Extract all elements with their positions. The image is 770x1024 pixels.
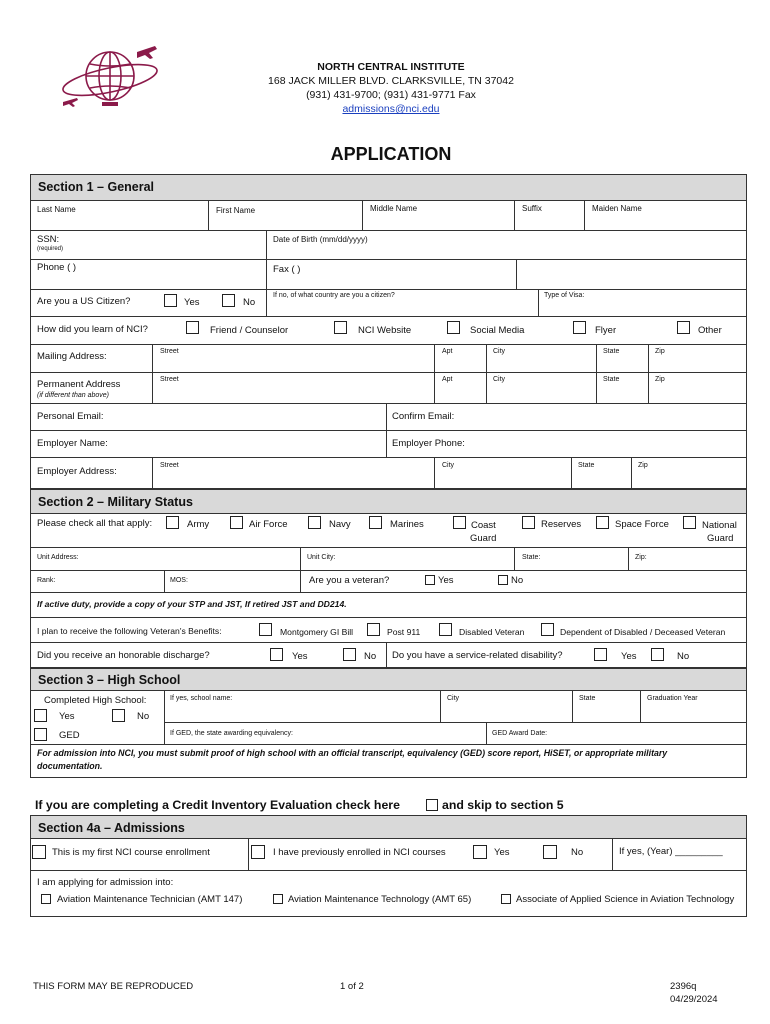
permanent-address-label: Permanent Address xyxy=(37,379,121,390)
other-label: Other xyxy=(698,325,722,336)
hs-yes-label: Yes xyxy=(59,711,75,722)
space-force-checkbox[interactable] xyxy=(596,516,609,529)
mailing-state-field[interactable]: State xyxy=(603,348,620,355)
honorable-discharge-label: Did you receive an honorable discharge? xyxy=(37,650,210,661)
phone-field[interactable]: Phone ( ) xyxy=(37,262,77,273)
air-force-label: Air Force xyxy=(249,519,288,530)
first-name-field[interactable]: First Name xyxy=(216,206,256,215)
permanent-apt-field[interactable]: Apt xyxy=(442,376,453,383)
middle-name-field[interactable]: Middle Name xyxy=(370,204,418,213)
flyer-checkbox[interactable] xyxy=(573,321,586,334)
footer-form-code: 2396q xyxy=(670,981,697,992)
unit-state-field[interactable]: State: xyxy=(522,554,541,561)
amt65-checkbox[interactable] xyxy=(273,894,283,904)
section1-header xyxy=(30,174,747,201)
section2-title: Section 2 – Military Status xyxy=(38,495,193,509)
active-duty-note: If active duty, provide a copy of your STP and JST, If retired JST and DD214. xyxy=(37,599,347,609)
veteran-no-label: No xyxy=(511,575,524,586)
permanent-address-note: (if different than above) xyxy=(37,392,109,399)
check-all-label: Please check all that apply: xyxy=(37,518,153,529)
first-enrollment-checkbox[interactable] xyxy=(32,845,46,859)
reserves-label: Reserves xyxy=(541,519,582,530)
section3-title: Section 3 – High School xyxy=(38,673,181,687)
mailing-city-field[interactable]: City xyxy=(493,348,506,355)
social-media-label: Social Media xyxy=(470,325,525,336)
nci-website-label: NCI Website xyxy=(358,325,412,336)
institute-email-link[interactable]: admissions@nci.edu xyxy=(342,103,440,115)
coast-guard-checkbox[interactable] xyxy=(453,516,466,529)
fax-field[interactable]: Fax ( ) xyxy=(273,264,301,275)
personal-email-field[interactable]: Personal Email: xyxy=(37,411,104,422)
unit-address-field[interactable]: Unit Address: xyxy=(37,554,79,561)
credit-inventory-skip-text: and skip to section 5 xyxy=(442,798,564,812)
ged-label: GED xyxy=(59,730,80,741)
national-guard-checkbox[interactable] xyxy=(683,516,696,529)
learn-of-nci-label: How did you learn of NCI? xyxy=(37,324,148,335)
institute-address: 168 JACK MILLER BLVD. CLARKSVILLE, TN 37042 xyxy=(268,75,514,87)
suffix-field[interactable]: Suffix xyxy=(522,204,542,213)
ged-date-field[interactable]: GED Award Date: xyxy=(492,730,548,737)
section3-header xyxy=(30,668,747,691)
us-citizen-yes-checkbox[interactable] xyxy=(164,294,177,307)
navy-label: Navy xyxy=(329,519,351,530)
honorable-yes-label: Yes xyxy=(292,651,308,662)
army-checkbox[interactable] xyxy=(166,516,179,529)
hs-yes-checkbox[interactable] xyxy=(34,709,47,722)
disabled-veteran-checkbox[interactable] xyxy=(439,623,452,636)
amt147-label: Aviation Maintenance Technician (AMT 147) xyxy=(57,894,243,905)
disabled-veteran-label: Disabled Veteran xyxy=(459,627,525,637)
confirm-email-field[interactable]: Confirm Email: xyxy=(392,411,455,422)
mailing-street-field[interactable]: Street xyxy=(160,348,179,355)
institute-name: NORTH CENTRAL INSTITUTE xyxy=(317,61,465,73)
post-911-checkbox[interactable] xyxy=(367,623,380,636)
aas-label: Associate of Applied Science in Aviation Technology xyxy=(516,894,735,905)
disability-yes-checkbox[interactable] xyxy=(594,648,607,661)
last-name-field[interactable]: Last Name xyxy=(37,205,76,214)
permanent-state-field[interactable]: State xyxy=(603,376,620,383)
service-disability-label: Do you have a service-related disability? xyxy=(392,650,563,661)
footer-reproduced: THIS FORM MAY BE REPRODUCED xyxy=(33,981,194,992)
previous-no-checkbox[interactable] xyxy=(543,845,557,859)
school-name-field[interactable]: If yes, school name: xyxy=(170,695,233,702)
permanent-street-field[interactable]: Street xyxy=(160,376,179,383)
navy-checkbox[interactable] xyxy=(308,516,321,529)
benefits-label: I plan to receive the following Veteran's Benefits: xyxy=(37,626,222,636)
footer-revision-date: 04/29/2024 xyxy=(670,994,718,1005)
employer-state-field[interactable]: State xyxy=(578,462,595,469)
us-citizen-no-checkbox[interactable] xyxy=(222,294,235,307)
amt147-checkbox[interactable] xyxy=(41,894,51,904)
dependent-label: Dependent of Disabled / Deceased Veteran xyxy=(560,627,726,637)
footer-page-number: 1 of 2 xyxy=(340,981,364,992)
maiden-name-field[interactable]: Maiden Name xyxy=(592,204,642,213)
mos-field[interactable]: MOS: xyxy=(170,577,188,584)
disability-no-checkbox[interactable] xyxy=(651,648,664,661)
credit-inventory-checkbox[interactable] xyxy=(426,799,438,811)
employer-street-field[interactable]: Street xyxy=(160,462,179,469)
hs-proof-note-2: documentation. xyxy=(37,761,103,771)
mailing-apt-field[interactable]: Apt xyxy=(442,348,453,355)
unit-city-field[interactable]: Unit City: xyxy=(307,554,336,561)
mailing-zip-field[interactable]: Zip xyxy=(655,348,665,355)
marines-label: Marines xyxy=(390,519,424,530)
marines-checkbox[interactable] xyxy=(369,516,382,529)
ged-checkbox[interactable] xyxy=(34,728,47,741)
friend-counselor-label: Friend / Counselor xyxy=(210,325,289,336)
section4a-header xyxy=(30,815,747,839)
reserves-checkbox[interactable] xyxy=(522,516,535,529)
post-911-label: Post 911 xyxy=(387,627,421,637)
ssn-field[interactable]: SSN: xyxy=(37,234,60,245)
national-label: National xyxy=(702,520,737,531)
other-checkbox[interactable] xyxy=(677,321,690,334)
hs-proof-note: For admission into NCI, you must submit proof of high school with an official transcript, equivalency (GED) score report, HiSET, or appropriate military xyxy=(37,748,668,758)
space-force-label: Space Force xyxy=(615,519,669,530)
section1-title: Section 1 – General xyxy=(38,180,155,194)
first-enrollment-label: This is my first NCI course enrollment xyxy=(52,847,210,858)
previous-yes-label: Yes xyxy=(494,847,510,858)
institute-phones: (931) 431-9700; (931) 431-9771 Fax xyxy=(306,89,476,101)
completed-hs-label: Completed High School: xyxy=(44,695,147,706)
rank-field[interactable]: Rank: xyxy=(37,577,56,584)
applying-label: I am applying for admission into: xyxy=(37,877,174,888)
graduation-year-field[interactable]: Graduation Year xyxy=(647,695,698,702)
employer-phone-field[interactable]: Employer Phone: xyxy=(392,438,465,449)
veteran-label: Are you a veteran? xyxy=(309,575,390,586)
army-label: Army xyxy=(187,519,210,530)
us-citizen-yes-label: Yes xyxy=(184,297,200,308)
permanent-city-field[interactable]: City xyxy=(493,376,506,383)
mailing-address-label: Mailing Address: xyxy=(37,351,107,362)
montgomery-gi-label: Montgomery GI Bill xyxy=(280,627,354,637)
section4a-title: Section 4a – Admissions xyxy=(38,821,185,835)
page-title: APPLICATION xyxy=(330,144,452,164)
air-force-checkbox[interactable] xyxy=(230,516,243,529)
honorable-no-label: No xyxy=(364,651,377,662)
dob-field[interactable]: Date of Birth (mm/dd/yyyy) xyxy=(273,235,368,244)
hs-state-field[interactable]: State xyxy=(579,695,596,702)
employer-zip-field[interactable]: Zip xyxy=(638,462,648,469)
previous-yes-checkbox[interactable] xyxy=(473,845,487,859)
disability-no-label: No xyxy=(677,651,690,662)
citizen-country-field[interactable]: If no, of what country are you a citizen? xyxy=(273,292,395,299)
section2-frame xyxy=(30,513,747,668)
montgomery-gi-checkbox[interactable] xyxy=(259,623,272,636)
aas-checkbox[interactable] xyxy=(501,894,511,904)
employer-name-field[interactable]: Employer Name: xyxy=(37,438,108,449)
veteran-yes-label: Yes xyxy=(438,575,454,586)
veteran-yes-checkbox[interactable] xyxy=(425,575,435,585)
enrollment-year-field[interactable]: If yes, (Year) _________ xyxy=(619,846,723,857)
social-media-checkbox[interactable] xyxy=(447,321,460,334)
previous-enrollment-checkbox[interactable] xyxy=(251,845,265,859)
amt65-label: Aviation Maintenance Technology (AMT 65) xyxy=(288,894,472,905)
section2-header xyxy=(30,489,747,514)
visa-type-field[interactable]: Type of Visa: xyxy=(544,292,585,299)
coast-guard-label: Guard xyxy=(470,533,497,544)
employer-address-label: Employer Address: xyxy=(37,466,117,477)
us-citizen-no-label: No xyxy=(243,297,256,308)
veteran-no-checkbox[interactable] xyxy=(498,575,508,585)
honorable-no-checkbox[interactable] xyxy=(343,648,356,661)
hs-no-checkbox[interactable] xyxy=(112,709,125,722)
friend-counselor-checkbox[interactable] xyxy=(186,321,199,334)
previous-enrollment-label: I have previously enrolled in NCI courses xyxy=(273,847,446,858)
unit-zip-field[interactable]: Zip: xyxy=(635,554,647,561)
permanent-zip-field[interactable]: Zip xyxy=(655,376,665,383)
coast-label: Coast xyxy=(471,520,496,531)
ged-state-field[interactable]: If GED, the state awarding equivalency: xyxy=(170,730,293,737)
nci-website-checkbox[interactable] xyxy=(334,321,347,334)
credit-inventory-text: If you are completing a Credit Inventory Evaluation check here xyxy=(35,798,400,812)
flyer-label: Flyer xyxy=(595,325,617,336)
previous-no-label: No xyxy=(571,847,584,858)
hs-city-field[interactable]: City xyxy=(447,695,460,702)
dependent-checkbox[interactable] xyxy=(541,623,554,636)
hs-no-label: No xyxy=(137,711,150,722)
us-citizen-label: Are you a US Citizen? xyxy=(37,296,131,307)
honorable-yes-checkbox[interactable] xyxy=(270,648,283,661)
employer-city-field[interactable]: City xyxy=(442,462,455,469)
disability-yes-label: Yes xyxy=(621,651,637,662)
national-guard-label: Guard xyxy=(707,533,734,544)
ssn-required-note: (required) xyxy=(37,246,64,252)
